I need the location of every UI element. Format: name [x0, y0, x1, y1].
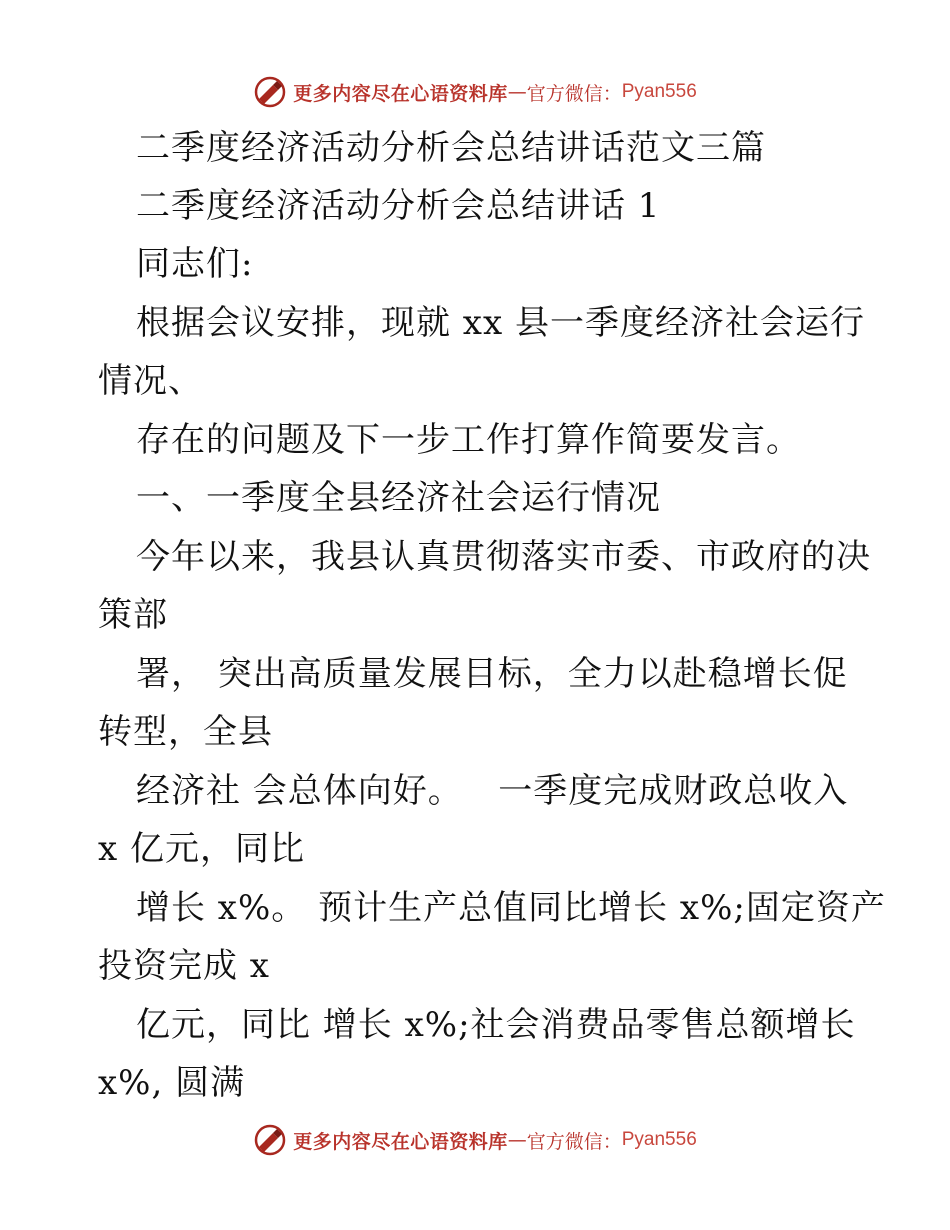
pen-logo-icon — [253, 75, 287, 109]
watermark-separator: — — [507, 1129, 527, 1151]
watermark-header — [0, 72, 950, 112]
subheading: 一、一季度全县经济社会运行情况 — [136, 478, 661, 518]
paragraph-line: 情况、 — [98, 361, 203, 401]
paragraph-line: x%, 圆满 — [98, 1063, 246, 1103]
paragraph-line: 转型，全县 — [98, 712, 273, 752]
paragraph-line: 今年以来，我县认真贯彻落实市委、市政府的决 — [136, 537, 871, 577]
watermark-wechat-id: Pyan556 — [621, 1129, 697, 1150]
watermark-footer — [0, 1120, 950, 1160]
pen-logo-icon — [253, 1123, 287, 1157]
salutation: 同志们: — [136, 244, 254, 284]
watermark-wechat-label: 官方微信： — [526, 82, 622, 105]
paragraph-line: 经济社 会总体向好。 一季度完成财政总收入 — [136, 771, 849, 811]
paragraph-line: x 亿元，同比 — [98, 829, 305, 869]
paragraph-line: 存在的问题及下一步工作打算作简要发言。 — [136, 420, 801, 460]
watermark-title: 更多内容尽在心语资料库 — [293, 1130, 508, 1153]
watermark-wechat-id: Pyan556 — [621, 81, 697, 102]
watermark-wechat-label: 官方微信： — [526, 1130, 622, 1153]
paragraph-line: 亿元，同比 增长 x%;社会消费品零售总额增长 — [136, 1005, 856, 1045]
section-heading: 二季度经济活动分析会总结讲话 1 — [136, 186, 661, 226]
watermark-title: 更多内容尽在心语资料库 — [293, 82, 508, 105]
paragraph-line: 根据会议安排，现就 xx 县一季度经济社会运行 — [136, 303, 865, 343]
paragraph-line: 投资完成 x — [98, 946, 270, 986]
document-title: 二季度经济活动分析会总结讲话范文三篇 — [136, 128, 766, 168]
watermark-separator: — — [507, 81, 527, 103]
paragraph-line: 署， 突出高质量发展目标，全力以赴稳增长促 — [136, 654, 848, 694]
paragraph-line: 增长 x%。 预计生产总值同比增长 x%;固定资产 — [136, 888, 886, 928]
paragraph-line: 策部 — [98, 595, 168, 635]
